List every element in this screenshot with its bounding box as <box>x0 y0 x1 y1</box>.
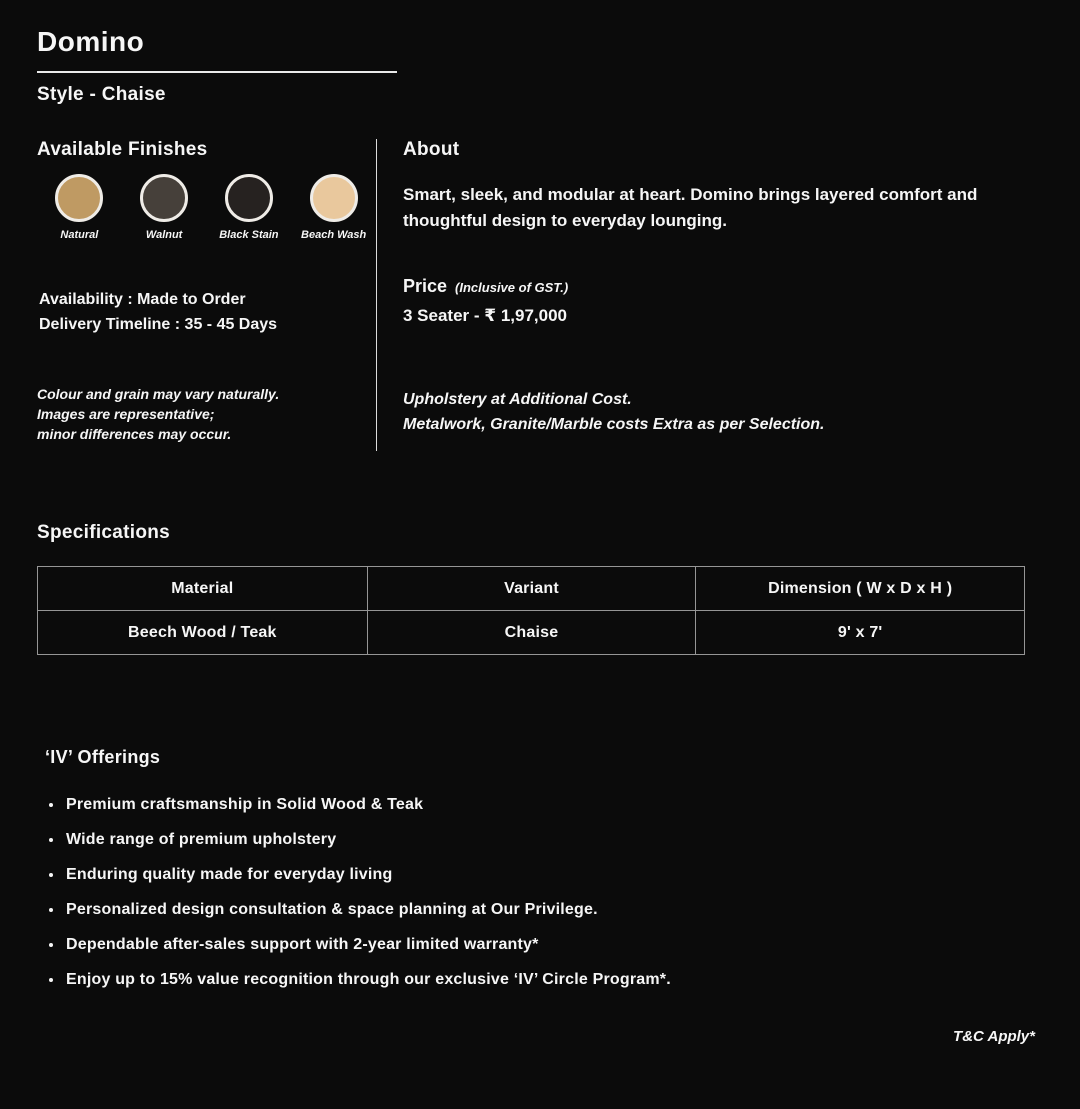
offerings-heading: ‘IV’ Offerings <box>45 747 161 767</box>
details-columns <box>37 139 1035 451</box>
right-column <box>377 139 1035 451</box>
page-title: Domino <box>37 26 145 57</box>
cell-dimension: 9' x 7' <box>696 611 1025 655</box>
delivery-timeline-line: Delivery Timeline : 35 - 45 Days <box>39 316 278 333</box>
column-header-material: Material <box>38 567 368 611</box>
disclaimer-line: minor differences may occur. <box>37 426 232 442</box>
offerings-section <box>37 747 1035 997</box>
swatch-walnut <box>122 174 207 241</box>
style-subtitle: Style - Chaise <box>37 84 166 105</box>
offering-text: Dependable after-sales support with 2-year limited warranty* <box>66 935 539 953</box>
bullet-icon <box>49 978 53 982</box>
swatch-black-stain <box>207 174 292 241</box>
disclaimer-line: Colour and grain may vary naturally. <box>37 386 280 402</box>
offerings-list <box>45 787 1035 997</box>
list-item <box>45 892 1035 927</box>
bullet-icon <box>49 803 53 807</box>
disclaimer-line: Images are representative; <box>37 406 215 422</box>
swatch-circle-beach-wash <box>310 174 358 222</box>
swatch-circle-black-stain <box>225 174 273 222</box>
table-row <box>38 611 1025 655</box>
swatch-circle-walnut <box>140 174 188 222</box>
price-heading-row <box>403 276 1035 297</box>
swatch-label: Walnut <box>145 229 183 241</box>
column-header-dimension: Dimension ( W x D x H ) <box>696 567 1025 611</box>
about-heading: About <box>403 139 460 160</box>
list-item <box>45 962 1035 997</box>
swatch-label: Natural <box>60 229 99 241</box>
availability-line: Availability : Made to Order <box>39 291 246 308</box>
offering-text: Wide range of premium upholstery <box>66 830 337 848</box>
price-heading: Price <box>403 276 448 296</box>
swatch-natural <box>37 174 122 241</box>
swatch-label: Black Stain <box>219 229 279 241</box>
finishes-heading: Available Finishes <box>37 139 208 160</box>
price-value: 3 Seater - ₹ 1,97,000 <box>403 306 567 325</box>
bullet-icon <box>49 943 53 947</box>
specifications-heading: Specifications <box>37 522 171 543</box>
price-block <box>403 276 1035 326</box>
availability-block <box>37 287 376 337</box>
bullet-icon <box>49 908 53 912</box>
specifications-section <box>37 522 1035 655</box>
gst-note: (Inclusive of GST.) <box>455 280 569 295</box>
bullet-icon <box>49 838 53 842</box>
about-text: Smart, sleek, and modular at heart. Domino brings layered comfort and thoughtful design to everyday lounging. <box>403 185 978 230</box>
swatch-label: Beach Wash <box>301 229 367 241</box>
offering-text: Personalized design consultation & space planning at Our Privilege. <box>66 900 598 918</box>
offering-text: Premium craftsmanship in Solid Wood & Teak <box>66 795 424 813</box>
column-header-variant: Variant <box>367 567 696 611</box>
table-header-row <box>38 567 1025 611</box>
offering-text: Enduring quality made for everyday living <box>66 865 393 883</box>
finish-swatches <box>37 174 376 241</box>
list-item <box>45 787 1035 822</box>
cell-material: Beech Wood / Teak <box>38 611 368 655</box>
disclaimer-line: Upholstery at Additional Cost. <box>403 391 632 408</box>
tnc-note: T&C Apply* <box>953 1028 1035 1045</box>
disclaimer-line: Metalwork, Granite/Marble costs Extra as per Selection. <box>403 416 825 433</box>
finish-disclaimer <box>37 384 376 444</box>
list-item <box>45 927 1035 962</box>
offering-text: Enjoy up to 15% value recognition through our exclusive ‘IV’ Circle Program*. <box>66 970 671 988</box>
list-item <box>45 822 1035 857</box>
cell-variant: Chaise <box>367 611 696 655</box>
left-column <box>37 139 376 451</box>
swatch-circle-natural <box>55 174 103 222</box>
list-item <box>45 857 1035 892</box>
title-underline <box>37 71 397 73</box>
swatch-beach-wash <box>291 174 376 241</box>
cost-disclaimer <box>403 387 1035 437</box>
specifications-table <box>37 566 1025 655</box>
bullet-icon <box>49 873 53 877</box>
